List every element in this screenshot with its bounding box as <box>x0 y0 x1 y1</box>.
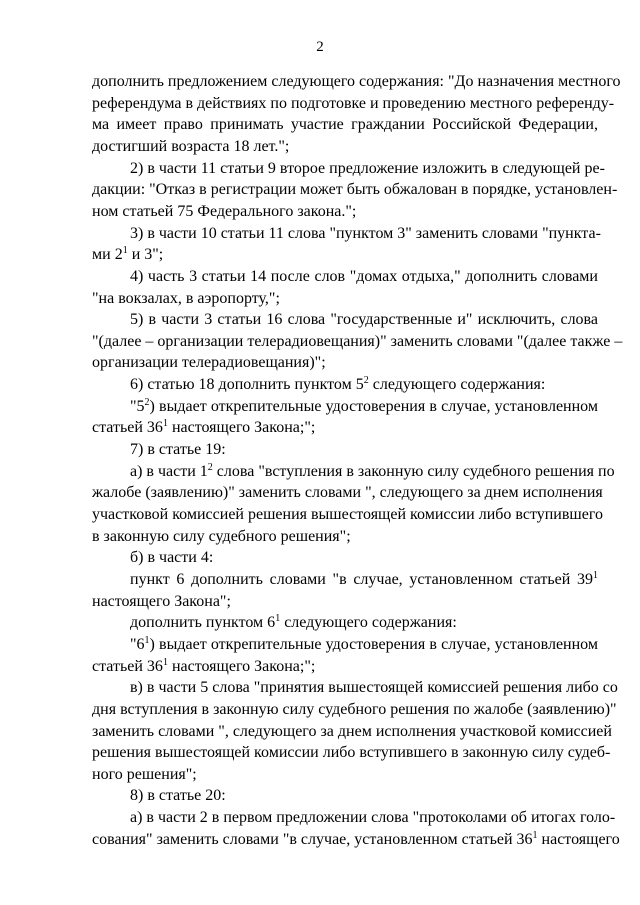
text-line <box>130 677 618 699</box>
text-line <box>92 656 598 678</box>
text-segment: 3) в части 10 статьи 11 слова "пунктом 3" заменить словами "пункта- <box>130 224 601 242</box>
text-segment: статьей 36 <box>92 657 163 675</box>
page-number: 2 <box>316 39 324 55</box>
text-line <box>92 504 604 526</box>
text-segment: "6 <box>130 635 145 653</box>
text-segment: настоящего Закона;"; <box>167 657 316 675</box>
text-segment: и 3"; <box>127 246 164 264</box>
text-segment: ) выдает открепительные удостоверения в случае, установленном <box>149 635 598 653</box>
text-segment: в) в части 5 слова "принятия вышестоящей комиссией решения либо со <box>130 679 618 697</box>
text-line <box>92 201 598 223</box>
text-line <box>92 526 598 548</box>
text-segment: участковой комиссией решения вышестоящей комиссии либо вступившего <box>92 506 604 523</box>
text-segment: "5 <box>130 397 145 415</box>
text-segment: дня вступления в законную силу судебного решения по жалобе (заявлению)" <box>92 700 617 718</box>
text-line <box>130 158 605 180</box>
text-line <box>92 93 615 115</box>
text-line <box>92 331 623 353</box>
superscript: 1 <box>162 418 168 430</box>
text-segment: настоящего <box>537 830 620 848</box>
text-segment: достигший возраста 18 лет."; <box>92 137 290 155</box>
text-segment: ) выдает открепительные удостоверения в случае, установленном <box>149 397 598 415</box>
superscript: 1 <box>122 245 128 257</box>
text-segment: "на вокзалах, в аэропорту,"; <box>92 289 280 307</box>
text-segment: "(далее – организации телерадиовещания)" заменить словами "(далее также – <box>92 332 623 350</box>
text-line <box>92 352 598 374</box>
text-segment: пункт 6 дополнить словами "в случае, установленном статьей 39 <box>130 571 593 588</box>
text-line <box>92 114 598 136</box>
superscript: 2 <box>207 461 213 473</box>
superscript: 1 <box>144 634 150 646</box>
text-line <box>92 482 603 504</box>
superscript: 2 <box>144 396 150 408</box>
text-line <box>92 591 598 613</box>
text-segment: ного решения"; <box>92 765 197 783</box>
text-line <box>130 547 598 569</box>
text-segment: ма имеет право принимать участие граждании Российской Федерации, <box>92 116 598 134</box>
text-line <box>130 266 598 288</box>
text-line <box>92 417 598 439</box>
text-line <box>92 699 617 721</box>
text-segment: 2) в части 11 статьи 9 второе предложение изложить в следующей ре- <box>130 159 605 177</box>
text-line <box>92 721 612 743</box>
superscript: 1 <box>275 613 281 625</box>
text-line <box>92 244 598 266</box>
text-line <box>130 807 616 829</box>
text-segment: организации телерадиовещания)"; <box>92 354 326 372</box>
text-line <box>130 374 598 396</box>
text-segment: дополнить предложением следующего содержания: "До назначения местного <box>92 73 621 90</box>
text-line <box>92 742 611 764</box>
text-line <box>130 634 598 656</box>
text-line <box>92 71 621 93</box>
text-line <box>130 612 598 634</box>
text-segment: статьей 36 <box>92 419 163 437</box>
text-segment: 5) в части 3 статьи 16 слова "государственные и" исключить, слова <box>130 311 598 329</box>
text-segment: дополнить пунктом 6 <box>130 614 276 632</box>
text-line <box>130 396 598 418</box>
text-segment: в законную силу судебного решения"; <box>92 527 351 545</box>
text-segment: а) в части 2 в первом предложении слова "протоколами об итогах голо- <box>130 809 616 827</box>
text-segment: жалобе (заявлению)" заменить словами ", следующего за днем исполнения <box>92 484 603 502</box>
text-segment: а) в части 1 <box>130 462 208 480</box>
superscript: 1 <box>162 656 168 668</box>
text-segment: дакции: "Отказ в регистрации может быть обжалован в порядке, установлен- <box>92 181 618 199</box>
text-line <box>130 223 601 245</box>
text-line <box>130 439 598 461</box>
text-segment: ном статьей 75 Федерального закона."; <box>92 202 357 220</box>
superscript: 2 <box>363 375 369 387</box>
text-segment: решения вышестоящей комиссии либо вступившего в законную силу судеб- <box>92 744 611 762</box>
text-segment: 6) статью 18 дополнить пунктом 5 <box>130 376 364 394</box>
text-segment: сования" заменить словами "в случае, установленном статьей 36 <box>92 830 533 848</box>
superscript: 1 <box>532 829 538 841</box>
superscript: 1 <box>593 570 598 581</box>
text-segment: следующего содержания: <box>280 614 457 632</box>
text-line <box>92 764 598 786</box>
text-segment: 8) в статье 20: <box>130 787 226 805</box>
text-line <box>130 785 598 807</box>
text-segment: слова "вступления в законную силу судебного решения по <box>212 462 615 480</box>
text-segment: 7) в статье 19: <box>130 441 226 458</box>
text-segment: заменить словами ", следующего за днем исполнения участковой комиссией <box>92 722 612 740</box>
text-segment: референдума в действиях по подготовке и проведению местного референду- <box>92 94 615 112</box>
text-segment: ми 2 <box>92 246 123 264</box>
text-line <box>130 569 598 591</box>
text-line <box>92 288 598 310</box>
text-line <box>92 179 618 201</box>
text-line <box>92 829 620 851</box>
text-segment: настоящего Закона;"; <box>167 419 316 437</box>
text-segment: б) в части 4: <box>130 549 214 567</box>
text-segment: следующего содержания: <box>368 376 546 394</box>
text-line <box>92 136 598 158</box>
text-segment: 4) часть 3 статьи 14 после слов "домах отдыха," дополнить словами <box>130 267 598 285</box>
text-line <box>130 461 615 483</box>
text-line <box>130 309 598 331</box>
text-segment: настоящего Закона"; <box>92 592 231 610</box>
